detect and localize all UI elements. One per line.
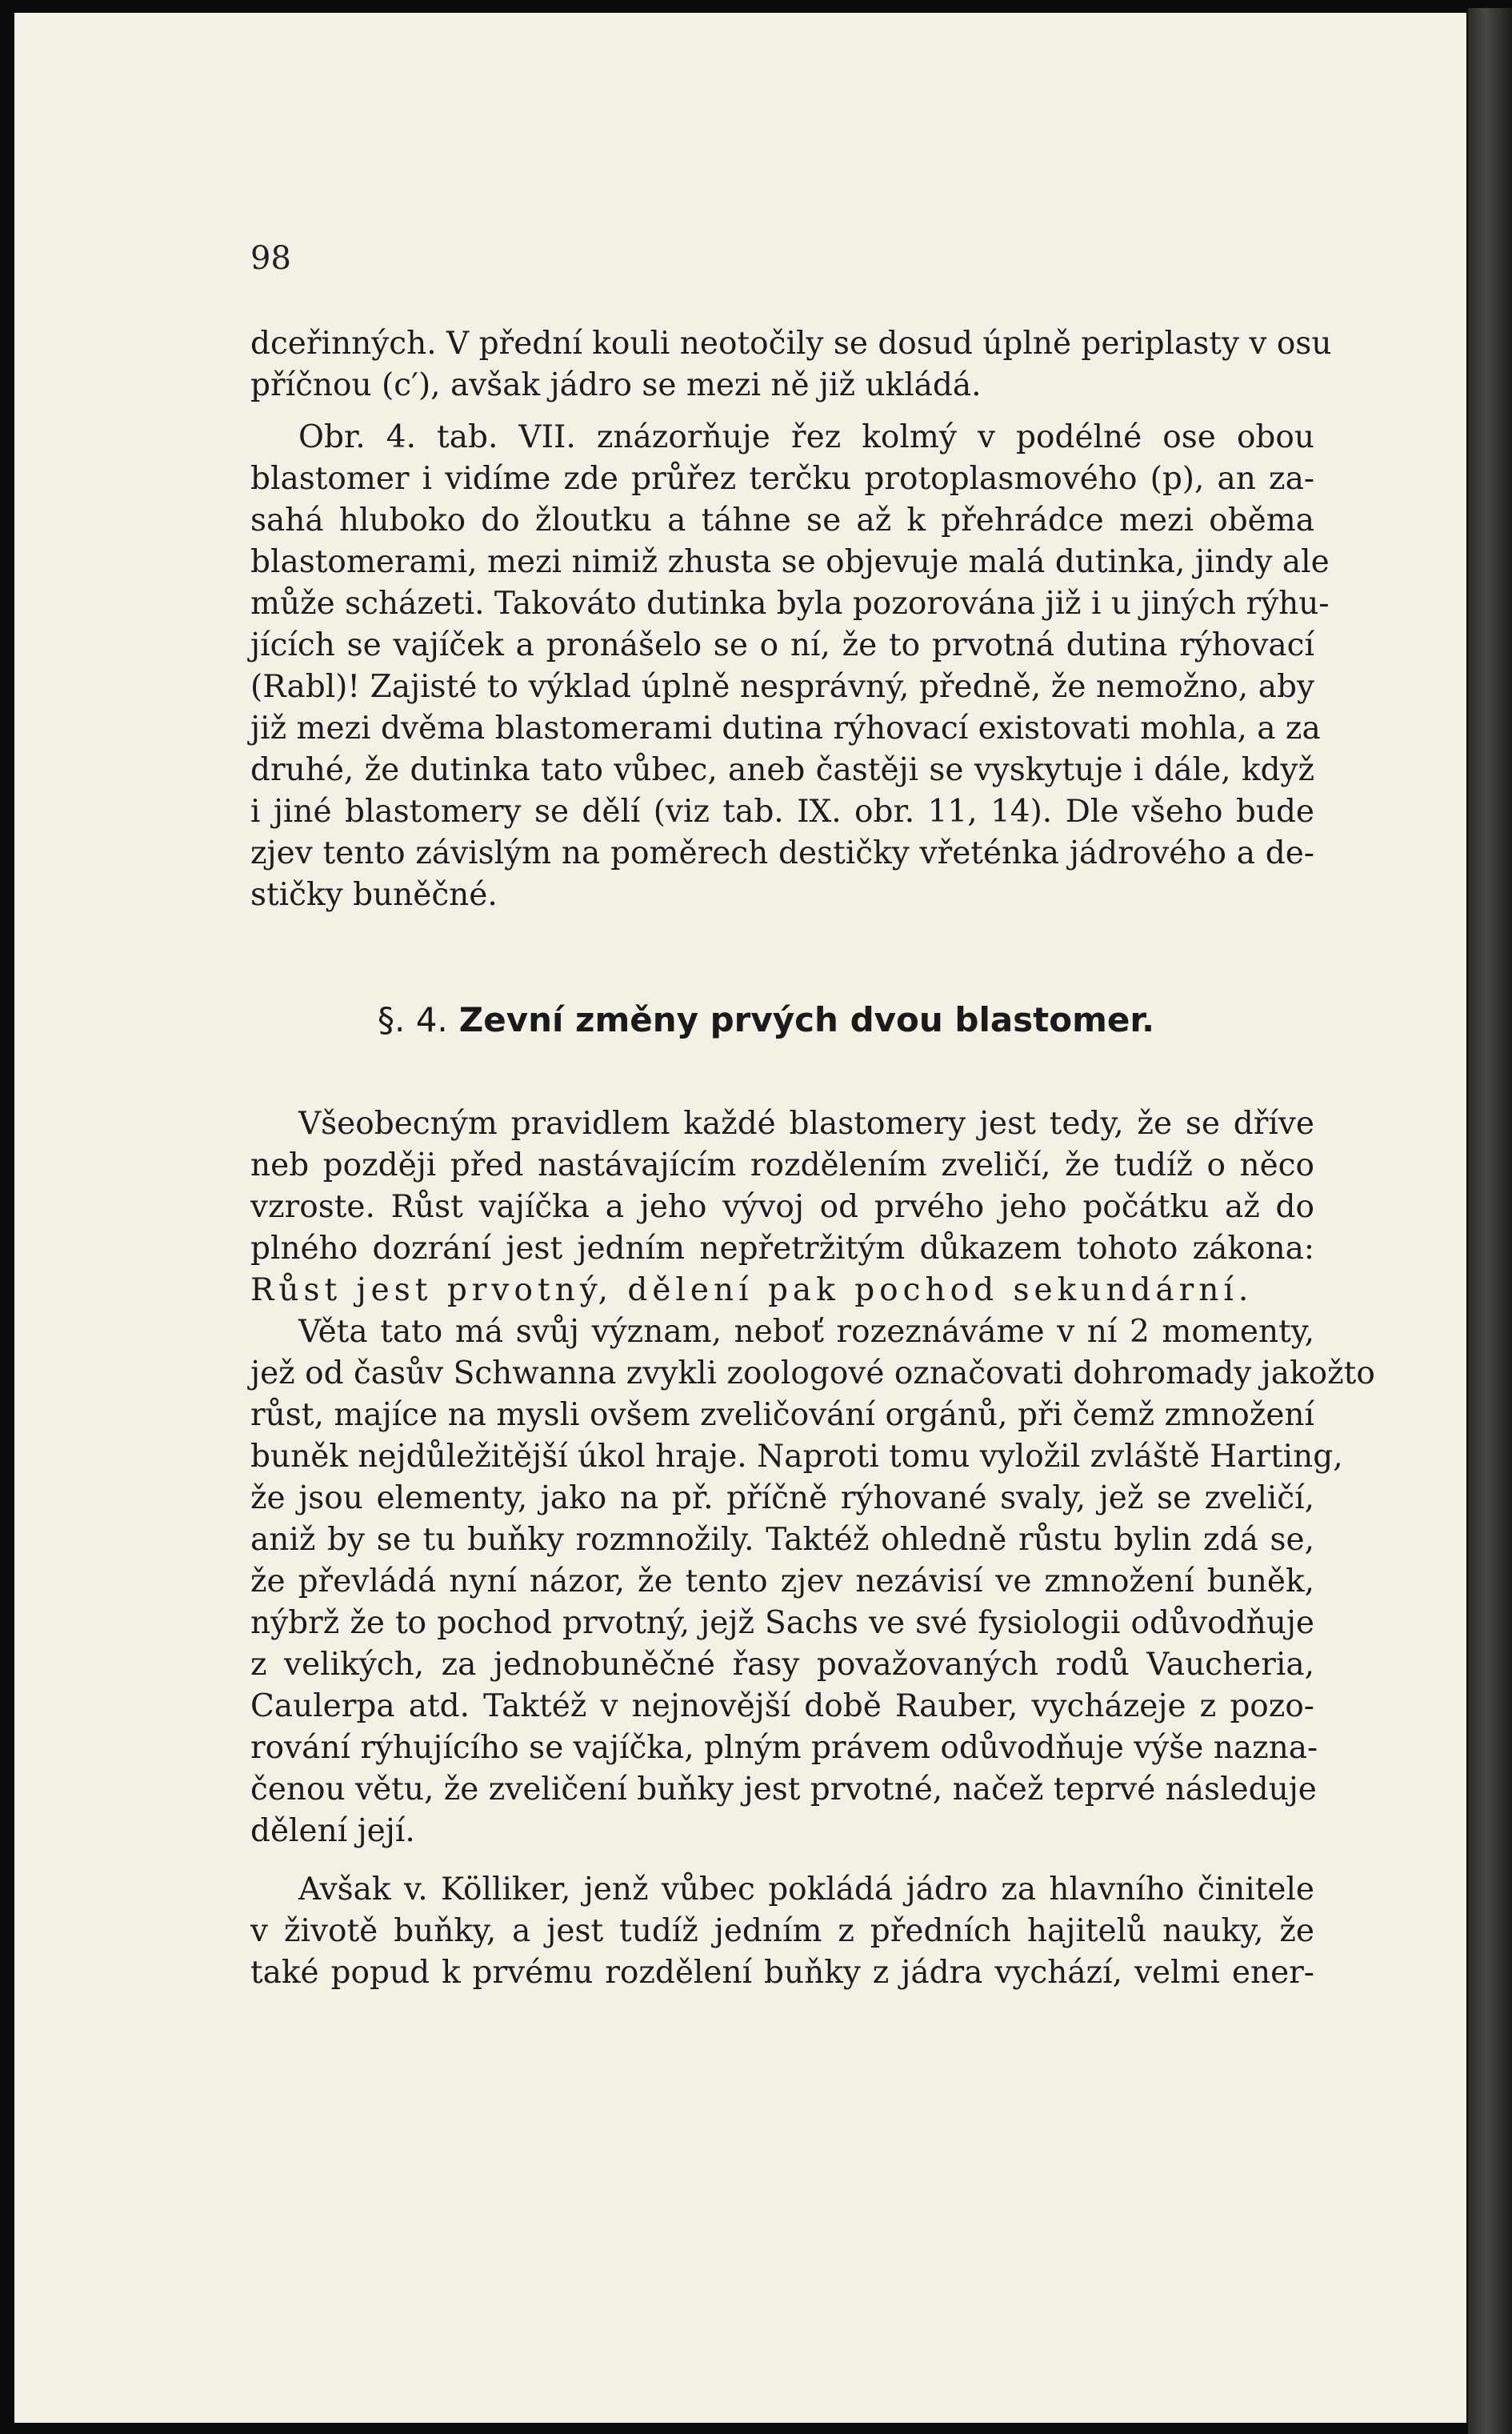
text-line: Obr. 4. tab. VII. znázorňuje řez kolmý v podélné ose obou <box>298 419 1314 455</box>
text-line: růst, majíce na mysli ovšem zveličování orgánů, při čemž zmnožení <box>250 1397 1314 1433</box>
text-line: neb později před nastávajícím rozdělením zveličí, že tudíž o něco <box>250 1147 1314 1183</box>
text-line: sahá hluboko do žloutku a táhne se až k přehrádce mezi oběma <box>250 502 1314 538</box>
text-line: čenou větu, že zveličení buňky jest prvotné, načež teprvé následuje <box>250 1771 1317 1807</box>
text-line: buněk nejdůležitější úkol hraje. Naproti tomu vyložil zvláště Harting, <box>250 1439 1343 1475</box>
section-title: Zevní změny prvých dvou blastomer. <box>458 1000 1155 1039</box>
text-line: zjev tento závislým na poměrech destičky vřeténka jádrového a de- <box>250 835 1314 871</box>
text-line: Všeobecným pravidlem každé blastomery jest tedy, že se dříve <box>298 1106 1314 1142</box>
text-line: z velikých, za jednobuněčné řasy považovaných rodů Vaucheria, <box>250 1647 1314 1683</box>
text-line: Avšak v. Kölliker, jenž vůbec pokládá jádro za hlavního činitele <box>298 1872 1314 1908</box>
text-line: jících se vajíček a pronášelo se o ní, že to prvotná dutina rýhovací <box>250 627 1314 663</box>
text-line: jež od časův Schwanna zvykli zoologové označovati dohromady jakožto <box>250 1355 1375 1391</box>
text-line: může scházeti. Takováto dutinka byla pozorována již i u jiných rýhu- <box>250 586 1330 622</box>
text-line: blastomer i vidíme zde průřez terčku protoplasmového (p), an za- <box>250 461 1314 497</box>
text-line: rování rýhujícího se vajíčka, plným právem odůvodňuje výše nazna- <box>250 1730 1318 1766</box>
book-binding-edge <box>1468 8 1512 2434</box>
text-line: že jsou elementy, jako na př. příčně rýhované svaly, jež se zveličí, <box>250 1480 1314 1516</box>
section-number: §. 4. <box>378 1000 448 1039</box>
page-number: 98 <box>250 240 291 277</box>
text-line: vzroste. Růst vajíčka a jeho vývoj od prvého jeho počátku až do <box>250 1189 1314 1225</box>
text-line: nýbrž že to pochod prvotný, jejž Sachs ve své fysiologii odůvodňuje <box>250 1605 1314 1641</box>
text-line: příčnou (c′), avšak jádro se mezi ně již ukládá. <box>250 367 982 403</box>
text-line: Věta tato má svůj význam, neboť rozeznáváme v ní 2 momenty, <box>298 1314 1314 1350</box>
section-heading <box>378 1000 1154 1039</box>
text-line: (Rabl)! Zajisté to výklad úplně nesprávný, předně, že nemožno, aby <box>250 669 1314 705</box>
text-line: v životě buňky, a jest tudíž jedním z předních hajitelů nauky, že <box>250 1913 1314 1949</box>
text-line: dceřinných. V přední kouli neotočily se dosud úplně periplasty v osu <box>250 326 1332 362</box>
text-line: také popud k prvému rozdělení buňky z jádra vychází, velmi ener- <box>250 1955 1314 1991</box>
text-line: druhé, že dutinka tato vůbec, aneb častěji se vyskytuje i dále, když <box>250 752 1314 788</box>
text-line: již mezi dvěma blastomerami dutina rýhovací existovati mohla, a za <box>250 711 1321 747</box>
text-line: Růst jest prvotný, dělení pak pochod sekundární. <box>250 1272 1254 1308</box>
text-line: aniž by se tu buňky rozmnožily. Taktéž ohledně růstu bylin zdá se, <box>250 1522 1314 1558</box>
text-line: dělení její. <box>250 1813 415 1849</box>
text-line: blastomerami, mezi nimiž zhusta se objevuje malá dutinka, jindy ale <box>250 544 1330 580</box>
text-line: že převládá nyní názor, že tento zjev nezávisí ve zmnožení buněk, <box>250 1563 1314 1599</box>
text-line: plného dozrání jest jedním nepřetržitým důkazem tohoto zákona: <box>250 1231 1314 1267</box>
text-line: i jiné blastomery se dělí (viz tab. IX. obr. 11, 14). Dle všeho bude <box>250 794 1314 830</box>
text-line: stičky buněčné. <box>250 877 498 913</box>
text-line: Caulerpa atd. Taktéž v nejnovější době Rauber, vycházeje z pozo- <box>250 1688 1314 1724</box>
